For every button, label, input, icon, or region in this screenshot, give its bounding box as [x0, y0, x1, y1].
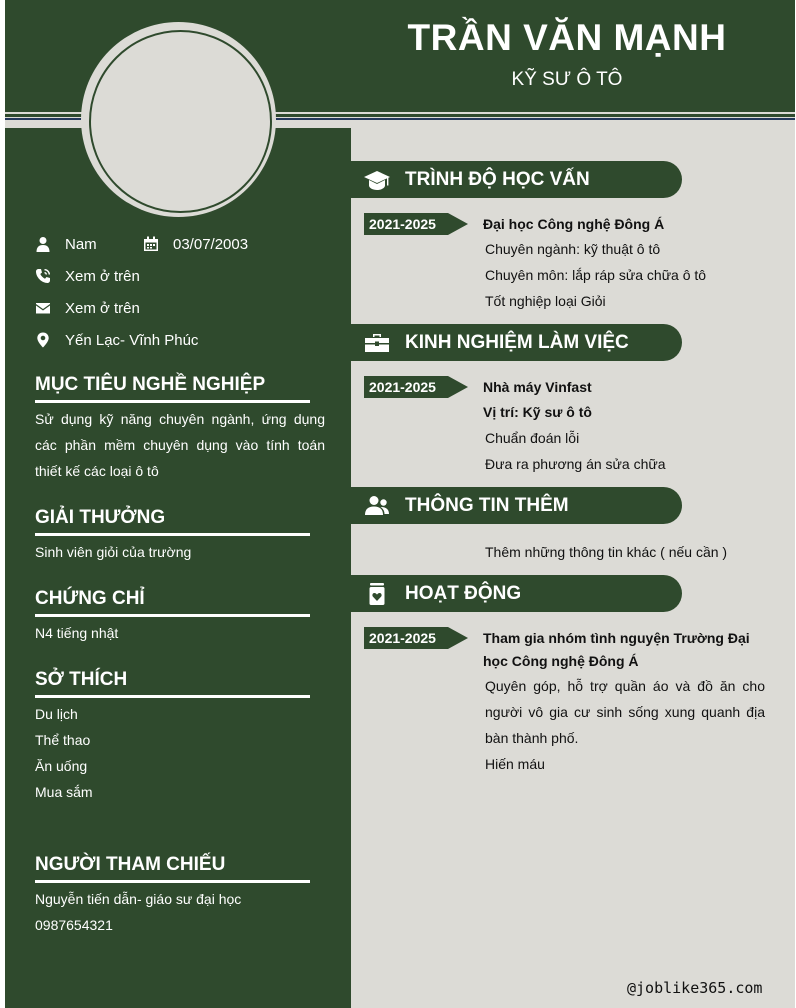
- envelope-icon: [35, 300, 51, 316]
- hobby-item: Ăn uống: [35, 758, 88, 774]
- additional-text: Thêm những thông tin khác ( nếu cần ): [485, 544, 728, 560]
- activities-date: 2021-2025: [369, 630, 436, 646]
- education-date: 2021-2025: [369, 216, 436, 232]
- activities-date-tag: [364, 627, 468, 649]
- email-row: [35, 297, 140, 319]
- email-value: Xem ở trên: [65, 299, 140, 317]
- experience-company: Nhà máy Vinfast: [483, 379, 592, 395]
- experience-position: Vị trí: Kỹ sư ô tô: [483, 404, 592, 420]
- job-title: KỸ SƯ Ô TÔ: [511, 69, 623, 90]
- hobby-item: Mua sắm: [35, 784, 93, 800]
- phone-value: Xem ở trên: [65, 267, 140, 285]
- objective-text: Sử dụng kỹ năng chuyên ngành, ứng dụng các phần mềm chuyên dụng vào tính toán thiết kế các loại ô tô: [35, 411, 325, 479]
- experience-date-tag: [364, 376, 468, 398]
- phone-icon: [35, 268, 51, 284]
- references-heading: NGƯỜI THAM CHIẾU: [35, 854, 310, 883]
- experience-heading: KINH NGHIỆM LÀM VIỆC: [405, 332, 629, 353]
- candidate-name: TRẦN VĂN MẠNH: [407, 17, 727, 58]
- experience-section-bar: [351, 324, 682, 361]
- activities-description: Quyên góp, hỗ trợ quần áo và đồ ăn cho người vô gia cư sinh sống xung quanh địa bàn thành phố.: [485, 678, 765, 746]
- experience-line: Đưa ra phương án sửa chữa: [485, 456, 666, 472]
- address-row: [35, 329, 198, 351]
- hobby-item: Thể thao: [35, 732, 91, 748]
- user-icon: [35, 236, 51, 252]
- activities-heading: HOẠT ĐỘNG: [405, 583, 522, 604]
- activities-title: Tham gia nhóm tình nguyện Trường Đại học Công nghệ Đông Á: [483, 630, 750, 669]
- cv-page: [5, 0, 795, 1008]
- education-section-bar: [351, 161, 682, 198]
- gender-value: Nam: [65, 235, 97, 253]
- address-value: Yến Lạc- Vĩnh Phúc: [65, 331, 199, 349]
- education-heading: TRÌNH ĐỘ HỌC VẤN: [405, 169, 590, 190]
- gender-row: [35, 233, 97, 255]
- birthdate-value: 03/07/2003: [173, 235, 249, 253]
- users-icon: [364, 493, 390, 519]
- objective-heading: MỤC TIÊU NGHỀ NGHIỆP: [35, 374, 310, 403]
- awards-item: Sinh viên giỏi của trường: [35, 544, 192, 560]
- reference-item: Nguyễn tiến dẫn- giáo sư đại học: [35, 891, 242, 907]
- activities-extra: Hiến máu: [485, 756, 545, 772]
- briefcase-icon: [364, 330, 390, 356]
- additional-heading: THÔNG TIN THÊM: [405, 495, 569, 516]
- phone-row: [35, 265, 140, 287]
- watermark: @joblike365.com: [627, 979, 763, 997]
- education-date-tag: [364, 213, 468, 235]
- experience-line: Chuẩn đoán lỗi: [485, 430, 580, 446]
- additional-section-bar: [351, 487, 682, 524]
- avatar: [81, 22, 276, 217]
- map-pin-icon: [35, 332, 51, 348]
- hobbies-heading: SỞ THÍCH: [35, 669, 310, 698]
- graduation-cap-icon: [364, 167, 390, 193]
- education-line: Chuyên môn: lắp ráp sửa chữa ô tô: [485, 267, 707, 283]
- awards-heading: GIẢI THƯỞNG: [35, 507, 310, 536]
- certificates-heading: CHỨNG CHỈ: [35, 588, 310, 617]
- education-line: Chuyên ngành: kỹ thuật ô tô: [485, 241, 661, 257]
- reference-item: 0987654321: [35, 917, 113, 933]
- experience-date: 2021-2025: [369, 379, 436, 395]
- education-school: Đại học Công nghệ Đông Á: [483, 216, 665, 232]
- birthdate-row: [143, 233, 248, 255]
- calendar-icon: [143, 236, 159, 252]
- education-line: Tốt nghiệp loại Giỏi: [485, 293, 606, 309]
- hobby-item: Du lịch: [35, 706, 78, 722]
- heart-jar-icon: [364, 581, 390, 607]
- certificates-item: N4 tiếng nhật: [35, 625, 119, 641]
- activities-section-bar: [351, 575, 682, 612]
